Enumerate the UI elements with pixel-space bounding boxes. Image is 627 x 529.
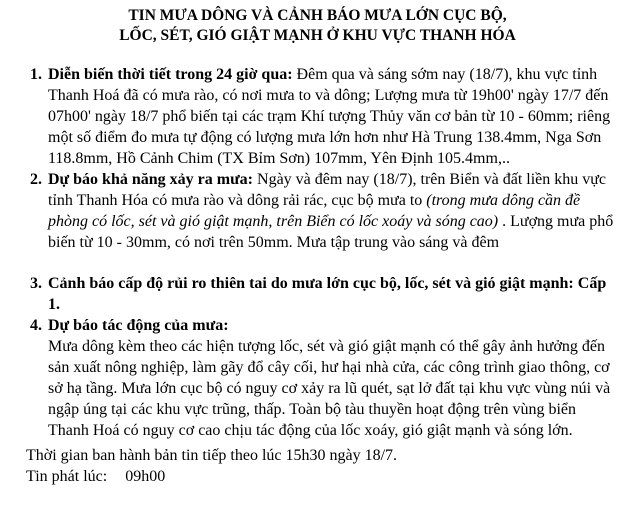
section-number: 2.: [30, 171, 42, 188]
section-heading: Diễn biến thời tiết trong 24 giờ qua:: [48, 66, 293, 83]
section-rain-forecast: [26, 169, 617, 253]
section-text: Ngày và đêm nay (18/7), trên Biển và đất liền khu vực tỉnh Thanh Hóa có mưa rào và dông rải rác, cục bộ mưa to: [48, 171, 607, 209]
section-number: 3.: [30, 275, 42, 292]
issue-time-line: [26, 466, 617, 487]
section-heading: Cảnh báo cấp độ rủi ro thiên tai do mưa lớn cục bộ, lốc, sét và gió giật mạnh: Cấp 1.: [48, 275, 607, 313]
title-line-2: LỐC, SÉT, GIÓ GIẬT MẠNH Ở KHU VỰC THANH HÓA: [119, 27, 516, 44]
bulletin-sections: [26, 64, 617, 441]
section-number: 4.: [30, 317, 42, 334]
section-weather-24h: [26, 64, 617, 169]
section-number: 1.: [30, 66, 42, 83]
section-impact-forecast: [26, 315, 617, 441]
section-text: Đêm qua và sáng sớm nay (18/7), khu vực tỉnh Thanh Hoá đã có mưa rào, có nơi mưa to và dông; Lượng mưa từ 19h00' ngày 17/7 đến 07h00' ngày 18/7 phổ biến tại các trạm Khí tượng Thủy văn cơ bản từ 10 - 60mm; riêng một số điểm đo mưa tự động có lượng mưa lớn hơn như Hà Trung 138.4mm, Nga Sơn 118.8mm, Hồ Cảnh Chim (TX Bỉm Sơn) 107mm, Yên Định 105.4mm,..: [48, 66, 611, 167]
issue-time-value: 09h00: [125, 468, 166, 485]
spacer: [26, 253, 617, 273]
title-line-1: TIN MƯA DÔNG VÀ CẢNH BÁO MƯA LỚN CỤC BỘ,: [128, 7, 507, 24]
issue-time-label: Tin phát lúc:: [26, 468, 108, 485]
section-heading: Dự báo tác động của mưa:: [48, 317, 229, 334]
bulletin-title: [26, 6, 617, 46]
section-text: Mưa dông kèm theo các hiện tượng lốc, sét và gió giật mạnh có thể gây ảnh hưởng đến sản xuất nông nghiệp, làm gãy đổ cây cối, hư hại nhà cửa, các công trình giao thông, cơ sở hạ tầng. Mưa lớn cục bộ có nguy cơ xảy ra lũ quét, sạt lở đất tại khu vực vùng núi và ngập úng tại các khu vực trũng, thấp. Toàn bộ tàu thuyền hoạt động trên vùng biển Thanh Hoá có nguy cơ cao chịu tác động của lốc xoáy, gió giật mạnh và sóng lớn.: [48, 338, 611, 439]
next-bulletin-note: Thời gian ban hành bản tin tiếp theo lúc 15h30 ngày 18/7.: [26, 447, 398, 464]
section-heading: Dự báo khả năng xảy ra mưa:: [48, 171, 254, 188]
section-risk-level: [26, 273, 617, 315]
section-italic-note: (trong mưa dông cần đề phòng có lốc, sét và gió giật mạnh, trên Biển có lốc xoáy và sóng cao): [48, 192, 581, 230]
section-text-after: . Lượng mưa phổ biến từ 10 - 30mm, có nơi trên 50mm. Mưa tập trung vào sáng và đêm: [48, 213, 614, 251]
bulletin-footer: [26, 445, 617, 487]
